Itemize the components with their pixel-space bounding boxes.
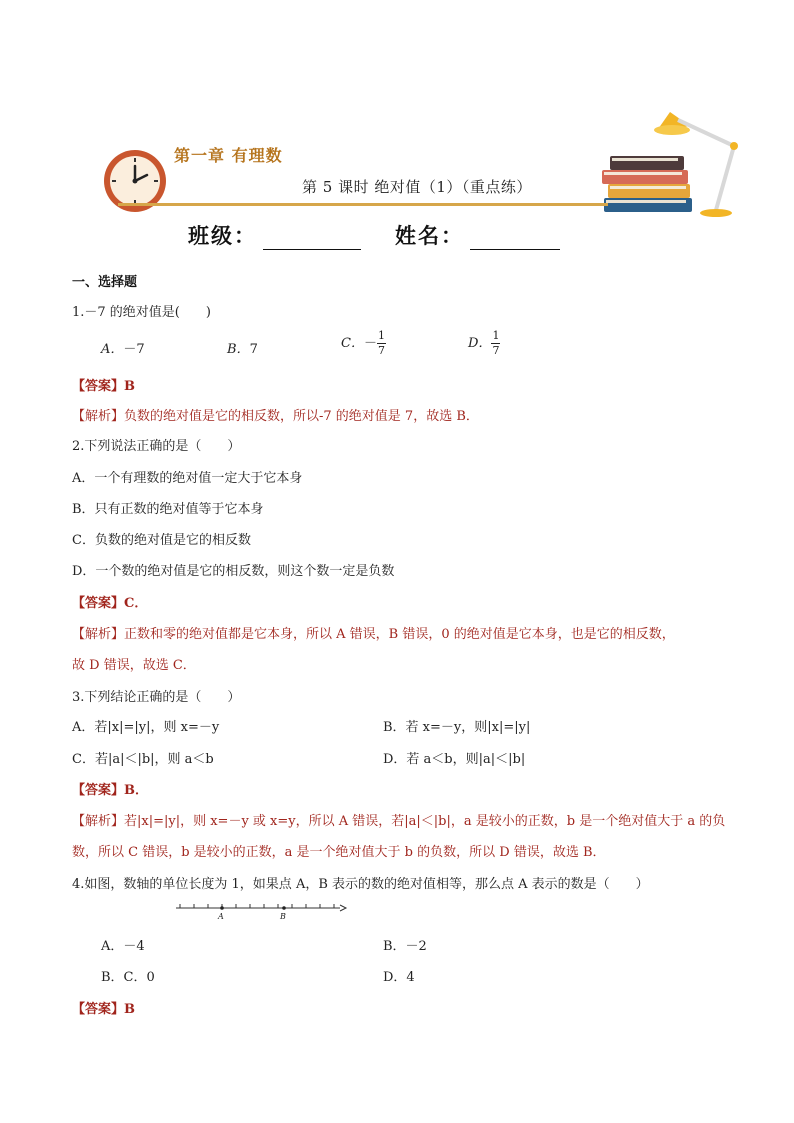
chapter-title: 第一章 有理数 xyxy=(174,146,283,165)
point-a-label: A xyxy=(218,912,224,921)
q1-option-d-fraction: $\frac{1}{7}$ xyxy=(492,329,500,357)
number-line-figure xyxy=(172,898,348,922)
class-label: 班级： xyxy=(188,223,257,248)
q3-analysis-line2: 数，所以 C 错误，b 是较小的正数，a 是一个绝对值大于 b 的负数，所以 D 错误，故选 B． xyxy=(72,845,606,860)
section-title: 一、选择题 xyxy=(72,275,138,290)
name-blank[interactable] xyxy=(470,227,560,250)
q3-option-a: A．若|x|=|y|，则 x=－y xyxy=(72,720,220,735)
name-label: 姓名： xyxy=(395,223,464,248)
q1-option-c: C．－ $\frac{1}{7}$ xyxy=(341,329,385,357)
q4-option-c: B．C．0 xyxy=(101,970,155,985)
q4-option-d: D．4 xyxy=(383,970,415,985)
header-divider xyxy=(118,203,608,206)
q3-stem: 3.下列结论正确的是（ ） xyxy=(72,690,241,705)
q2-option-d: D．一个数的绝对值是它的相反数，则这个数一定是负数 xyxy=(72,564,395,579)
point-b-dot xyxy=(282,906,286,910)
q3-option-b: B．若 x=－y，则|x|=|y| xyxy=(383,720,531,735)
q1-option-b: B．7 xyxy=(227,342,258,357)
q4-stem: 4.如图，数轴的单位长度为 1，如果点 A，B 表示的数的绝对值相等，那么点 A 表示的数是（ ） xyxy=(72,877,649,892)
q4-option-b: B．－2 xyxy=(383,939,427,954)
q2-stem: 2.下列说法正确的是（ ） xyxy=(72,439,241,454)
q1-answer: 【答案】B xyxy=(72,379,135,394)
q1-option-d: D． $\frac{1}{7}$ xyxy=(468,329,500,357)
books-and-lamp-illustration xyxy=(598,100,746,220)
q2-option-b: B．只有正数的绝对值等于它本身 xyxy=(72,502,264,517)
name-field xyxy=(395,220,560,250)
q2-analysis-line2: 故 D 错误，故选 C． xyxy=(72,658,196,673)
q1-option-a: A．－7 xyxy=(101,342,145,357)
q4-answer: 【答案】B xyxy=(72,1002,135,1017)
q2-option-a: A．一个有理数的绝对值一定大于它本身 xyxy=(72,471,303,486)
point-a-dot xyxy=(220,906,224,910)
q2-analysis-line1: 【解析】正数和零的绝对值都是它本身，所以 A 错误，B 错误，0 的绝对值是它本身，也是它的相反数， xyxy=(72,627,675,642)
q3-answer: 【答案】B． xyxy=(72,783,148,798)
q4-option-a: A．－4 xyxy=(101,939,145,954)
q1-option-c-fraction: $\frac{1}{7}$ xyxy=(377,329,385,357)
q3-analysis-line1: 【解析】若|x|=|y|，则 x=－y 或 x=y，所以 A 错误，若|a|＜|b|，a 是较小的正数，b 是一个绝对值大于 a 的负 xyxy=(72,814,726,829)
q3-option-d: D．若 a＜b，则|a|＜|b| xyxy=(383,752,526,767)
class-field xyxy=(188,220,361,250)
q3-option-c: C．若|a|＜|b|，则 a＜b xyxy=(72,752,214,767)
point-b-label: B xyxy=(280,912,286,921)
class-blank[interactable] xyxy=(263,227,361,250)
q1-analysis: 【解析】负数的绝对值是它的相反数，所以-7 的绝对值是 7，故选 B． xyxy=(72,409,479,424)
q2-answer: 【答案】C． xyxy=(72,596,148,611)
q2-option-c: C．负数的绝对值是它的相反数 xyxy=(72,533,251,548)
lesson-title: 第 5 课时 绝对值（1）（重点练） xyxy=(302,178,532,196)
q1-stem: 1.－7 的绝对值是( ) xyxy=(72,305,211,320)
